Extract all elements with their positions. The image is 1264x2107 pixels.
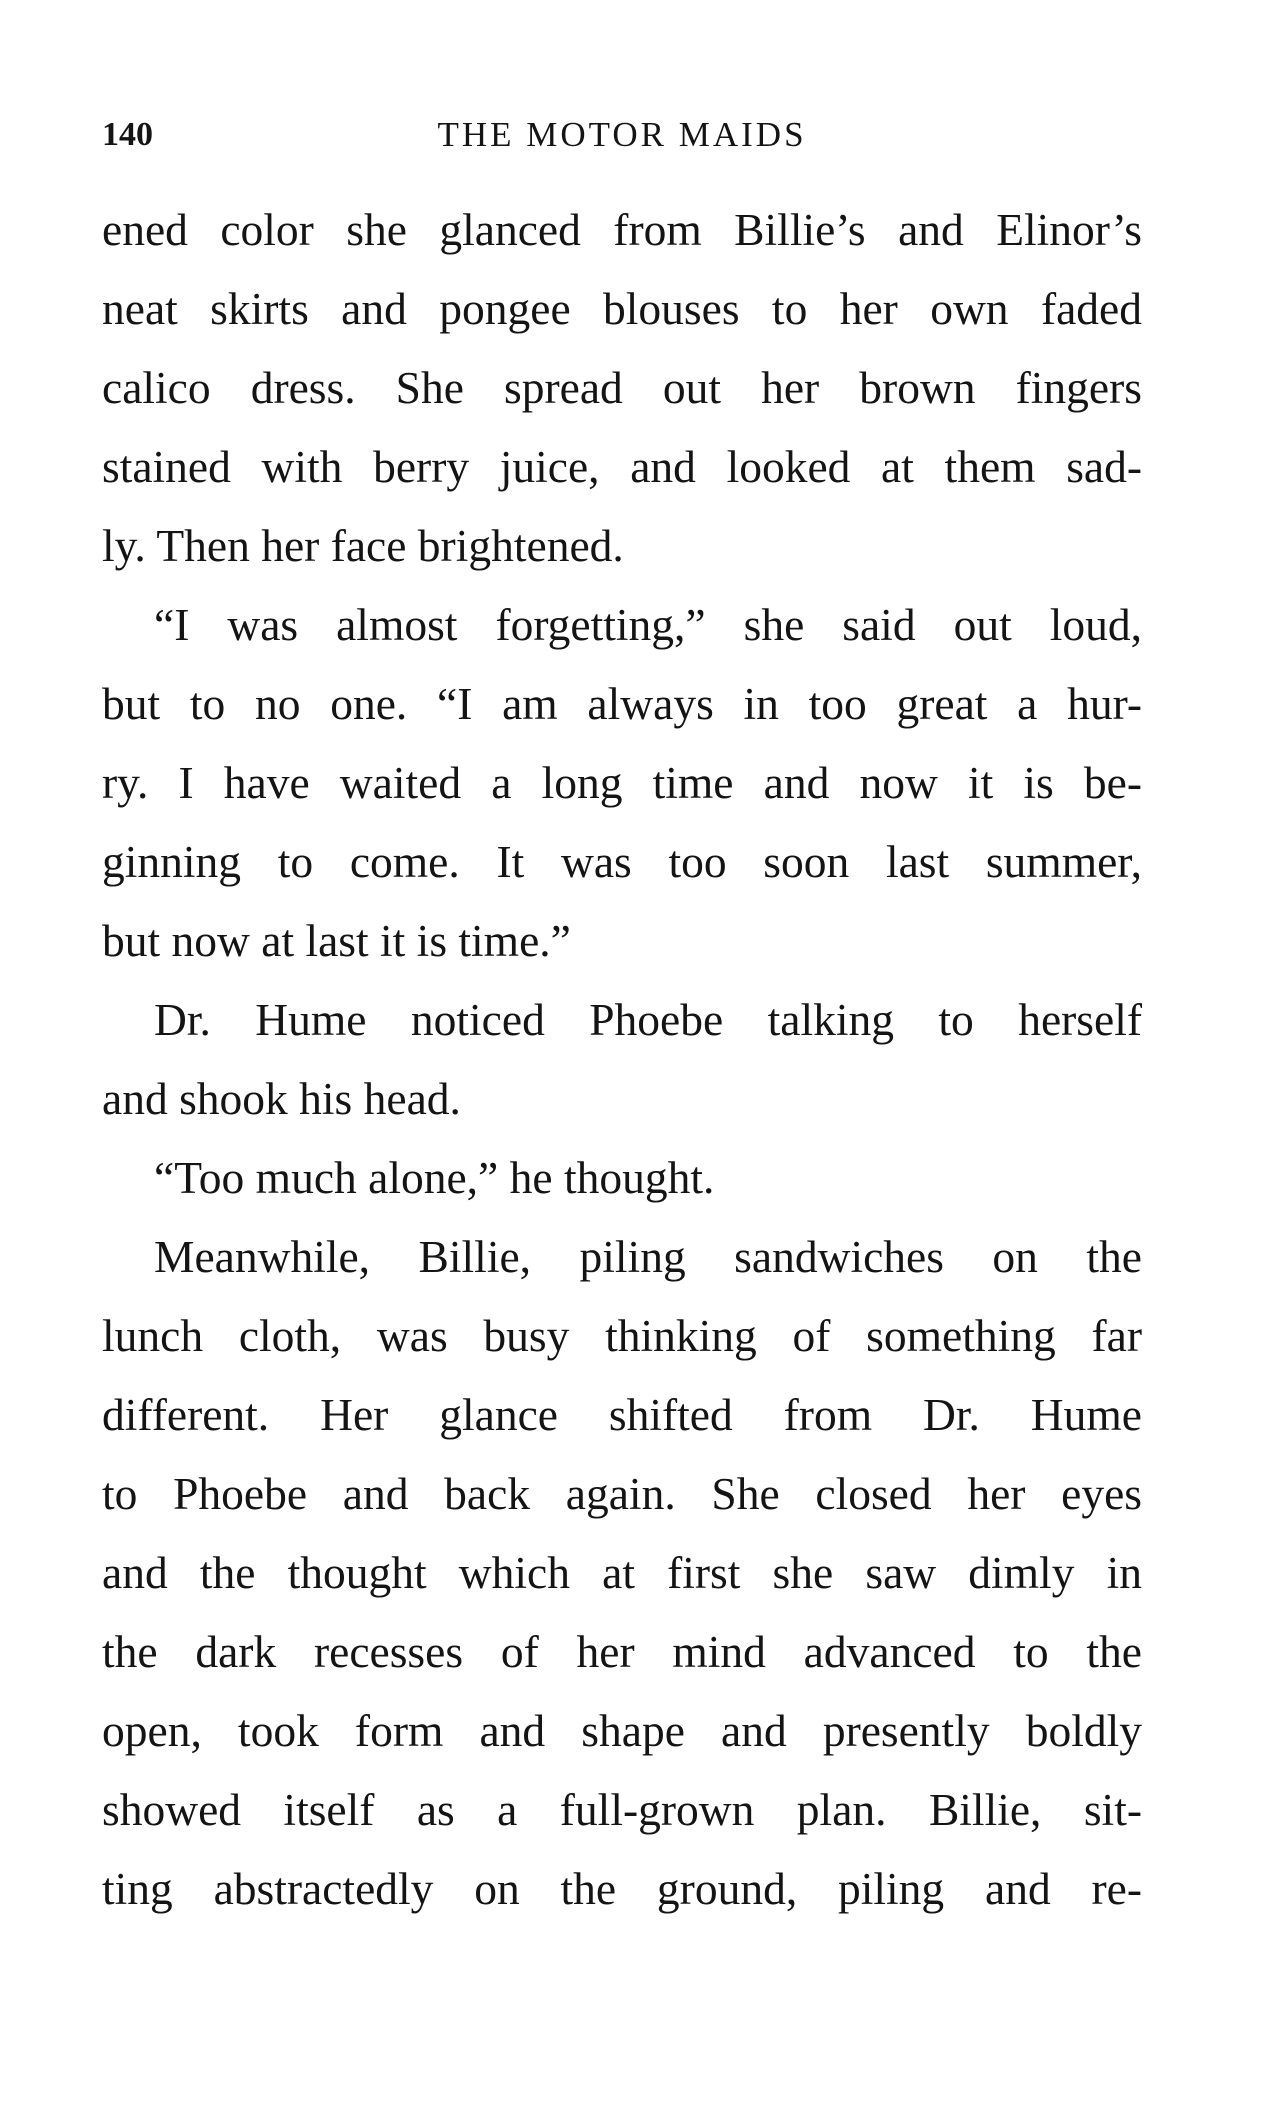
text-line: “Too much alone,” he thought.	[154, 1152, 715, 1203]
text-line: Dr. Hume noticed Phoebe talking to herself	[154, 994, 1142, 1045]
text-line: “I was almost forgetting,” she said out loud,	[154, 599, 1142, 650]
text-line: and shook his head.	[102, 1073, 461, 1124]
text-line: open, took form and shape and presently boldly	[102, 1705, 1142, 1756]
text-line: stained with berry juice, and looked at them sad-	[102, 441, 1142, 492]
text-line: ened color she glanced from Billie’s and Elinor’s	[102, 204, 1142, 255]
page-header	[102, 110, 1142, 160]
text-line: ly. Then her face brightened.	[102, 520, 624, 571]
page-number: 140	[102, 116, 153, 153]
text-line: lunch cloth, was busy thinking of something far	[102, 1310, 1142, 1361]
text-line: ginning to come. It was too soon last summer,	[102, 836, 1142, 887]
text-line: ry. I have waited a long time and now it is be-	[102, 757, 1142, 808]
text-line: neat skirts and pongee blouses to her own faded	[102, 283, 1142, 334]
body-text	[102, 190, 1142, 1928]
text-line: ting abstractedly on the ground, piling and re-	[102, 1863, 1142, 1914]
text-line: different. Her glance shifted from Dr. Hume	[102, 1389, 1142, 1440]
text-line: calico dress. She spread out her brown fingers	[102, 362, 1142, 413]
text-line: but to no one. “I am always in too great a hur-	[102, 678, 1142, 729]
text-line: to Phoebe and back again. She closed her eyes	[102, 1468, 1142, 1519]
text-line: showed itself as a full-grown plan. Billie, sit-	[102, 1784, 1142, 1835]
text-line: the dark recesses of her mind advanced to the	[102, 1626, 1142, 1677]
running-head: THE MOTOR MAIDS	[437, 115, 807, 154]
text-line: and the thought which at first she saw dimly in	[102, 1547, 1142, 1598]
text-line: Meanwhile, Billie, piling sandwiches on the	[154, 1231, 1142, 1282]
text-line: but now at last it is time.”	[102, 915, 571, 966]
